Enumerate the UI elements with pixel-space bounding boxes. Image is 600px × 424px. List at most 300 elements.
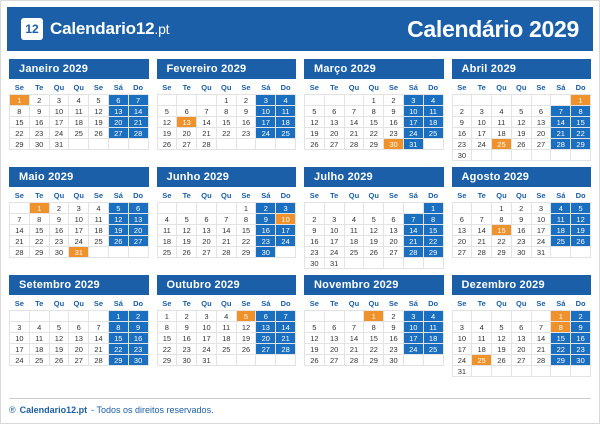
day-cell[interactable]: 18 [472, 344, 492, 355]
day-cell[interactable]: 20 [128, 225, 148, 236]
day-cell[interactable]: 23 [128, 344, 148, 355]
day-cell[interactable]: 15 [551, 333, 571, 344]
day-cell[interactable]: 5 [89, 95, 109, 106]
day-cell[interactable]: 11 [344, 225, 364, 236]
day-cell[interactable]: 24 [197, 344, 217, 355]
day-cell[interactable]: 2 [384, 311, 404, 322]
day-cell[interactable]: 4 [344, 214, 364, 225]
day-cell[interactable]: 1 [492, 203, 512, 214]
day-cell[interactable]: 19 [305, 128, 325, 139]
day-cell[interactable]: 15 [157, 333, 177, 344]
day-cell[interactable]: 22 [551, 344, 571, 355]
day-cell[interactable]: 6 [197, 214, 217, 225]
day-cell[interactable]: 17 [452, 344, 472, 355]
day-cell[interactable]: 7 [551, 106, 571, 117]
day-cell[interactable]: 27 [128, 236, 148, 247]
day-cell[interactable]: 20 [256, 333, 276, 344]
day-cell[interactable]: 2 [305, 214, 325, 225]
day-cell[interactable]: 9 [236, 106, 256, 117]
day-cell[interactable]: 1 [364, 95, 384, 106]
day-cell[interactable]: 18 [492, 128, 512, 139]
day-cell[interactable]: 21 [551, 128, 571, 139]
day-cell[interactable]: 8 [29, 214, 49, 225]
day-cell[interactable]: 5 [177, 214, 197, 225]
day-cell[interactable]: 29 [423, 247, 443, 258]
day-cell[interactable]: 19 [492, 344, 512, 355]
day-cell[interactable]: 20 [511, 344, 531, 355]
day-cell[interactable]: 10 [403, 322, 423, 333]
day-cell[interactable]: 23 [177, 344, 197, 355]
day-cell[interactable]: 17 [256, 117, 276, 128]
day-cell[interactable]: 27 [384, 247, 404, 258]
day-cell[interactable]: 7 [472, 214, 492, 225]
day-cell[interactable]: 6 [324, 106, 344, 117]
day-cell[interactable]: 6 [256, 311, 276, 322]
day-cell[interactable]: 14 [472, 225, 492, 236]
day-cell[interactable]: 9 [256, 214, 276, 225]
day-cell[interactable]: 6 [128, 203, 148, 214]
day-cell[interactable]: 5 [305, 322, 325, 333]
day-cell[interactable]: 3 [10, 322, 30, 333]
holiday-day-cell[interactable]: 10 [276, 214, 296, 225]
holiday-day-cell[interactable]: 25 [492, 139, 512, 150]
day-cell[interactable]: 15 [423, 225, 443, 236]
day-cell[interactable]: 3 [197, 311, 217, 322]
day-cell[interactable]: 4 [157, 214, 177, 225]
day-cell[interactable]: 25 [29, 355, 49, 366]
day-cell[interactable]: 8 [157, 322, 177, 333]
day-cell[interactable]: 19 [571, 225, 591, 236]
day-cell[interactable]: 21 [216, 236, 236, 247]
day-cell[interactable]: 28 [551, 139, 571, 150]
day-cell[interactable]: 30 [384, 355, 404, 366]
day-cell[interactable]: 24 [403, 344, 423, 355]
day-cell[interactable]: 23 [511, 236, 531, 247]
day-cell[interactable]: 26 [49, 355, 69, 366]
day-cell[interactable]: 19 [157, 128, 177, 139]
day-cell[interactable]: 24 [403, 128, 423, 139]
day-cell[interactable]: 23 [384, 128, 404, 139]
holiday-day-cell[interactable]: 8 [551, 322, 571, 333]
day-cell[interactable]: 22 [216, 128, 236, 139]
holiday-day-cell[interactable]: 30 [384, 139, 404, 150]
day-cell[interactable]: 30 [511, 247, 531, 258]
day-cell[interactable]: 10 [403, 106, 423, 117]
day-cell[interactable]: 26 [236, 344, 256, 355]
day-cell[interactable]: 2 [571, 311, 591, 322]
day-cell[interactable]: 17 [10, 344, 30, 355]
day-cell[interactable]: 4 [89, 203, 109, 214]
day-cell[interactable]: 30 [49, 247, 69, 258]
day-cell[interactable]: 27 [108, 128, 128, 139]
day-cell[interactable]: 4 [29, 322, 49, 333]
day-cell[interactable]: 2 [384, 95, 404, 106]
day-cell[interactable]: 6 [452, 214, 472, 225]
day-cell[interactable]: 15 [108, 333, 128, 344]
day-cell[interactable]: 2 [128, 311, 148, 322]
day-cell[interactable]: 17 [197, 333, 217, 344]
day-cell[interactable]: 26 [157, 139, 177, 150]
day-cell[interactable]: 31 [403, 139, 423, 150]
day-cell[interactable]: 16 [49, 225, 69, 236]
day-cell[interactable]: 12 [364, 225, 384, 236]
holiday-day-cell[interactable]: 1 [571, 95, 591, 106]
day-cell[interactable]: 27 [256, 344, 276, 355]
day-cell[interactable]: 29 [364, 355, 384, 366]
day-cell[interactable]: 13 [256, 322, 276, 333]
day-cell[interactable]: 8 [236, 214, 256, 225]
day-cell[interactable]: 20 [108, 117, 128, 128]
day-cell[interactable]: 26 [305, 355, 325, 366]
day-cell[interactable]: 25 [423, 344, 443, 355]
day-cell[interactable]: 11 [216, 322, 236, 333]
day-cell[interactable]: 22 [29, 236, 49, 247]
day-cell[interactable]: 22 [236, 236, 256, 247]
day-cell[interactable]: 26 [108, 236, 128, 247]
day-cell[interactable]: 24 [276, 236, 296, 247]
day-cell[interactable]: 14 [128, 106, 148, 117]
day-cell[interactable]: 1 [236, 203, 256, 214]
day-cell[interactable]: 3 [256, 95, 276, 106]
day-cell[interactable]: 26 [511, 139, 531, 150]
day-cell[interactable]: 25 [89, 236, 109, 247]
day-cell[interactable]: 11 [157, 225, 177, 236]
day-cell[interactable]: 28 [531, 355, 551, 366]
day-cell[interactable]: 21 [276, 333, 296, 344]
day-cell[interactable]: 3 [49, 95, 69, 106]
day-cell[interactable]: 28 [344, 139, 364, 150]
day-cell[interactable]: 29 [551, 355, 571, 366]
day-cell[interactable]: 27 [324, 139, 344, 150]
day-cell[interactable]: 8 [10, 106, 30, 117]
day-cell[interactable]: 13 [531, 117, 551, 128]
day-cell[interactable]: 9 [384, 322, 404, 333]
day-cell[interactable]: 23 [29, 128, 49, 139]
day-cell[interactable]: 29 [571, 139, 591, 150]
day-cell[interactable]: 14 [276, 322, 296, 333]
day-cell[interactable]: 23 [256, 236, 276, 247]
day-cell[interactable]: 5 [492, 322, 512, 333]
day-cell[interactable]: 9 [452, 117, 472, 128]
day-cell[interactable]: 22 [492, 236, 512, 247]
day-cell[interactable]: 6 [69, 322, 89, 333]
day-cell[interactable]: 26 [305, 139, 325, 150]
day-cell[interactable]: 24 [452, 355, 472, 366]
day-cell[interactable]: 11 [551, 214, 571, 225]
day-cell[interactable]: 29 [157, 355, 177, 366]
day-cell[interactable]: 5 [108, 203, 128, 214]
day-cell[interactable]: 23 [571, 344, 591, 355]
day-cell[interactable]: 24 [10, 355, 30, 366]
day-cell[interactable]: 5 [49, 322, 69, 333]
day-cell[interactable]: 9 [128, 322, 148, 333]
day-cell[interactable]: 3 [531, 203, 551, 214]
day-cell[interactable]: 20 [531, 128, 551, 139]
day-cell[interactable]: 20 [324, 344, 344, 355]
day-cell[interactable]: 30 [29, 139, 49, 150]
day-cell[interactable]: 17 [403, 117, 423, 128]
holiday-day-cell[interactable]: 31 [69, 247, 89, 258]
day-cell[interactable]: 29 [364, 139, 384, 150]
day-cell[interactable]: 23 [452, 139, 472, 150]
day-cell[interactable]: 20 [177, 128, 197, 139]
day-cell[interactable]: 2 [256, 203, 276, 214]
day-cell[interactable]: 17 [531, 225, 551, 236]
day-cell[interactable]: 16 [177, 333, 197, 344]
day-cell[interactable]: 22 [364, 344, 384, 355]
day-cell[interactable]: 15 [236, 225, 256, 236]
day-cell[interactable]: 6 [324, 322, 344, 333]
day-cell[interactable]: 7 [344, 322, 364, 333]
day-cell[interactable]: 27 [197, 247, 217, 258]
day-cell[interactable]: 28 [89, 355, 109, 366]
day-cell[interactable]: 21 [344, 128, 364, 139]
day-cell[interactable]: 13 [197, 225, 217, 236]
day-cell[interactable]: 13 [108, 106, 128, 117]
day-cell[interactable]: 24 [531, 236, 551, 247]
day-cell[interactable]: 21 [197, 128, 217, 139]
day-cell[interactable]: 22 [157, 344, 177, 355]
day-cell[interactable]: 27 [177, 139, 197, 150]
day-cell[interactable]: 17 [69, 225, 89, 236]
day-cell[interactable]: 7 [128, 95, 148, 106]
day-cell[interactable]: 27 [531, 139, 551, 150]
day-cell[interactable]: 18 [276, 117, 296, 128]
day-cell[interactable]: 5 [364, 214, 384, 225]
day-cell[interactable]: 7 [403, 214, 423, 225]
holiday-day-cell[interactable]: 1 [29, 203, 49, 214]
day-cell[interactable]: 14 [344, 117, 364, 128]
day-cell[interactable]: 20 [69, 344, 89, 355]
day-cell[interactable]: 14 [89, 333, 109, 344]
day-cell[interactable]: 28 [216, 247, 236, 258]
day-cell[interactable]: 19 [177, 236, 197, 247]
day-cell[interactable]: 10 [49, 106, 69, 117]
day-cell[interactable]: 14 [216, 225, 236, 236]
day-cell[interactable]: 27 [324, 355, 344, 366]
day-cell[interactable]: 18 [157, 236, 177, 247]
day-cell[interactable]: 12 [305, 117, 325, 128]
day-cell[interactable]: 28 [403, 247, 423, 258]
day-cell[interactable]: 28 [10, 247, 30, 258]
holiday-day-cell[interactable]: 1 [364, 311, 384, 322]
day-cell[interactable]: 13 [511, 333, 531, 344]
day-cell[interactable]: 4 [551, 203, 571, 214]
day-cell[interactable]: 28 [128, 128, 148, 139]
day-cell[interactable]: 16 [236, 117, 256, 128]
day-cell[interactable]: 12 [108, 214, 128, 225]
day-cell[interactable]: 4 [216, 311, 236, 322]
day-cell[interactable]: 30 [177, 355, 197, 366]
day-cell[interactable]: 13 [452, 225, 472, 236]
day-cell[interactable]: 5 [511, 106, 531, 117]
day-cell[interactable]: 3 [69, 203, 89, 214]
day-cell[interactable]: 1 [157, 311, 177, 322]
day-cell[interactable]: 3 [472, 106, 492, 117]
day-cell[interactable]: 16 [452, 128, 472, 139]
day-cell[interactable]: 19 [108, 225, 128, 236]
day-cell[interactable]: 20 [452, 236, 472, 247]
day-cell[interactable]: 9 [49, 214, 69, 225]
day-cell[interactable]: 28 [344, 355, 364, 366]
day-cell[interactable]: 26 [177, 247, 197, 258]
day-cell[interactable]: 18 [29, 344, 49, 355]
day-cell[interactable]: 10 [10, 333, 30, 344]
day-cell[interactable]: 26 [492, 355, 512, 366]
day-cell[interactable]: 12 [305, 333, 325, 344]
day-cell[interactable]: 22 [10, 128, 30, 139]
day-cell[interactable]: 6 [108, 95, 128, 106]
day-cell[interactable]: 7 [276, 311, 296, 322]
day-cell[interactable]: 13 [324, 333, 344, 344]
day-cell[interactable]: 17 [276, 225, 296, 236]
day-cell[interactable]: 27 [511, 355, 531, 366]
day-cell[interactable]: 6 [384, 214, 404, 225]
day-cell[interactable]: 23 [384, 344, 404, 355]
day-cell[interactable]: 26 [364, 247, 384, 258]
day-cell[interactable]: 12 [571, 214, 591, 225]
day-cell[interactable]: 19 [305, 344, 325, 355]
day-cell[interactable]: 29 [108, 355, 128, 366]
holiday-day-cell[interactable]: 5 [236, 311, 256, 322]
day-cell[interactable]: 4 [276, 95, 296, 106]
day-cell[interactable]: 25 [423, 128, 443, 139]
day-cell[interactable]: 26 [571, 236, 591, 247]
day-cell[interactable]: 30 [452, 150, 472, 161]
day-cell[interactable]: 17 [49, 117, 69, 128]
day-cell[interactable]: 6 [177, 106, 197, 117]
day-cell[interactable]: 18 [423, 117, 443, 128]
day-cell[interactable]: 18 [216, 333, 236, 344]
day-cell[interactable]: 12 [177, 225, 197, 236]
day-cell[interactable]: 12 [49, 333, 69, 344]
day-cell[interactable]: 22 [423, 236, 443, 247]
day-cell[interactable]: 24 [472, 139, 492, 150]
day-cell[interactable]: 18 [89, 225, 109, 236]
day-cell[interactable]: 13 [324, 117, 344, 128]
day-cell[interactable]: 17 [403, 333, 423, 344]
day-cell[interactable]: 27 [69, 355, 89, 366]
day-cell[interactable]: 29 [29, 247, 49, 258]
day-cell[interactable]: 6 [531, 106, 551, 117]
day-cell[interactable]: 11 [492, 117, 512, 128]
day-cell[interactable]: 7 [344, 106, 364, 117]
day-cell[interactable]: 5 [571, 203, 591, 214]
day-cell[interactable]: 16 [384, 333, 404, 344]
day-cell[interactable]: 25 [69, 128, 89, 139]
day-cell[interactable]: 21 [472, 236, 492, 247]
day-cell[interactable]: 31 [531, 247, 551, 258]
day-cell[interactable]: 18 [344, 236, 364, 247]
day-cell[interactable]: 12 [89, 106, 109, 117]
day-cell[interactable]: 25 [344, 247, 364, 258]
day-cell[interactable]: 30 [305, 258, 325, 269]
day-cell[interactable]: 7 [531, 322, 551, 333]
day-cell[interactable]: 9 [177, 322, 197, 333]
day-cell[interactable]: 22 [364, 128, 384, 139]
day-cell[interactable]: 24 [256, 128, 276, 139]
day-cell[interactable]: 21 [89, 344, 109, 355]
day-cell[interactable]: 24 [49, 128, 69, 139]
day-cell[interactable]: 23 [236, 128, 256, 139]
day-cell[interactable]: 2 [236, 95, 256, 106]
day-cell[interactable]: 12 [511, 117, 531, 128]
day-cell[interactable]: 28 [472, 247, 492, 258]
day-cell[interactable]: 21 [128, 117, 148, 128]
day-cell[interactable]: 8 [364, 322, 384, 333]
day-cell[interactable]: 21 [531, 344, 551, 355]
day-cell[interactable]: 15 [571, 117, 591, 128]
day-cell[interactable]: 15 [10, 117, 30, 128]
day-cell[interactable]: 19 [236, 333, 256, 344]
day-cell[interactable]: 7 [197, 106, 217, 117]
day-cell[interactable]: 11 [472, 333, 492, 344]
day-cell[interactable]: 8 [571, 106, 591, 117]
day-cell[interactable]: 27 [452, 247, 472, 258]
day-cell[interactable]: 1 [216, 95, 236, 106]
day-cell[interactable]: 18 [551, 225, 571, 236]
day-cell[interactable]: 10 [472, 117, 492, 128]
day-cell[interactable]: 25 [157, 247, 177, 258]
day-cell[interactable]: 24 [324, 247, 344, 258]
day-cell[interactable]: 5 [157, 106, 177, 117]
day-cell[interactable]: 14 [344, 333, 364, 344]
day-cell[interactable]: 10 [324, 225, 344, 236]
day-cell[interactable]: 29 [10, 139, 30, 150]
day-cell[interactable]: 8 [364, 106, 384, 117]
day-cell[interactable]: 29 [236, 247, 256, 258]
day-cell[interactable]: 13 [128, 214, 148, 225]
holiday-day-cell[interactable]: 25 [472, 355, 492, 366]
day-cell[interactable]: 8 [492, 214, 512, 225]
day-cell[interactable]: 16 [128, 333, 148, 344]
day-cell[interactable]: 26 [89, 128, 109, 139]
day-cell[interactable]: 2 [29, 95, 49, 106]
day-cell[interactable]: 9 [511, 214, 531, 225]
day-cell[interactable]: 2 [452, 106, 472, 117]
day-cell[interactable]: 16 [511, 225, 531, 236]
day-cell[interactable]: 19 [511, 128, 531, 139]
day-cell[interactable]: 8 [108, 322, 128, 333]
day-cell[interactable]: 18 [69, 117, 89, 128]
day-cell[interactable]: 2 [177, 311, 197, 322]
day-cell[interactable]: 25 [551, 236, 571, 247]
day-cell[interactable]: 3 [403, 95, 423, 106]
day-cell[interactable]: 31 [49, 139, 69, 150]
day-cell[interactable]: 7 [10, 214, 30, 225]
day-cell[interactable]: 4 [472, 322, 492, 333]
day-cell[interactable]: 1 [423, 203, 443, 214]
day-cell[interactable]: 11 [423, 106, 443, 117]
day-cell[interactable]: 31 [197, 355, 217, 366]
day-cell[interactable]: 14 [403, 225, 423, 236]
day-cell[interactable]: 3 [403, 311, 423, 322]
day-cell[interactable]: 23 [305, 247, 325, 258]
day-cell[interactable]: 11 [29, 333, 49, 344]
day-cell[interactable]: 28 [276, 344, 296, 355]
day-cell[interactable]: 23 [49, 236, 69, 247]
holiday-day-cell[interactable]: 13 [177, 117, 197, 128]
day-cell[interactable]: 6 [511, 322, 531, 333]
day-cell[interactable]: 30 [128, 355, 148, 366]
day-cell[interactable]: 3 [276, 203, 296, 214]
day-cell[interactable]: 11 [69, 106, 89, 117]
day-cell[interactable]: 12 [236, 322, 256, 333]
day-cell[interactable]: 3 [324, 214, 344, 225]
day-cell[interactable]: 16 [571, 333, 591, 344]
day-cell[interactable]: 4 [423, 95, 443, 106]
day-cell[interactable]: 10 [531, 214, 551, 225]
